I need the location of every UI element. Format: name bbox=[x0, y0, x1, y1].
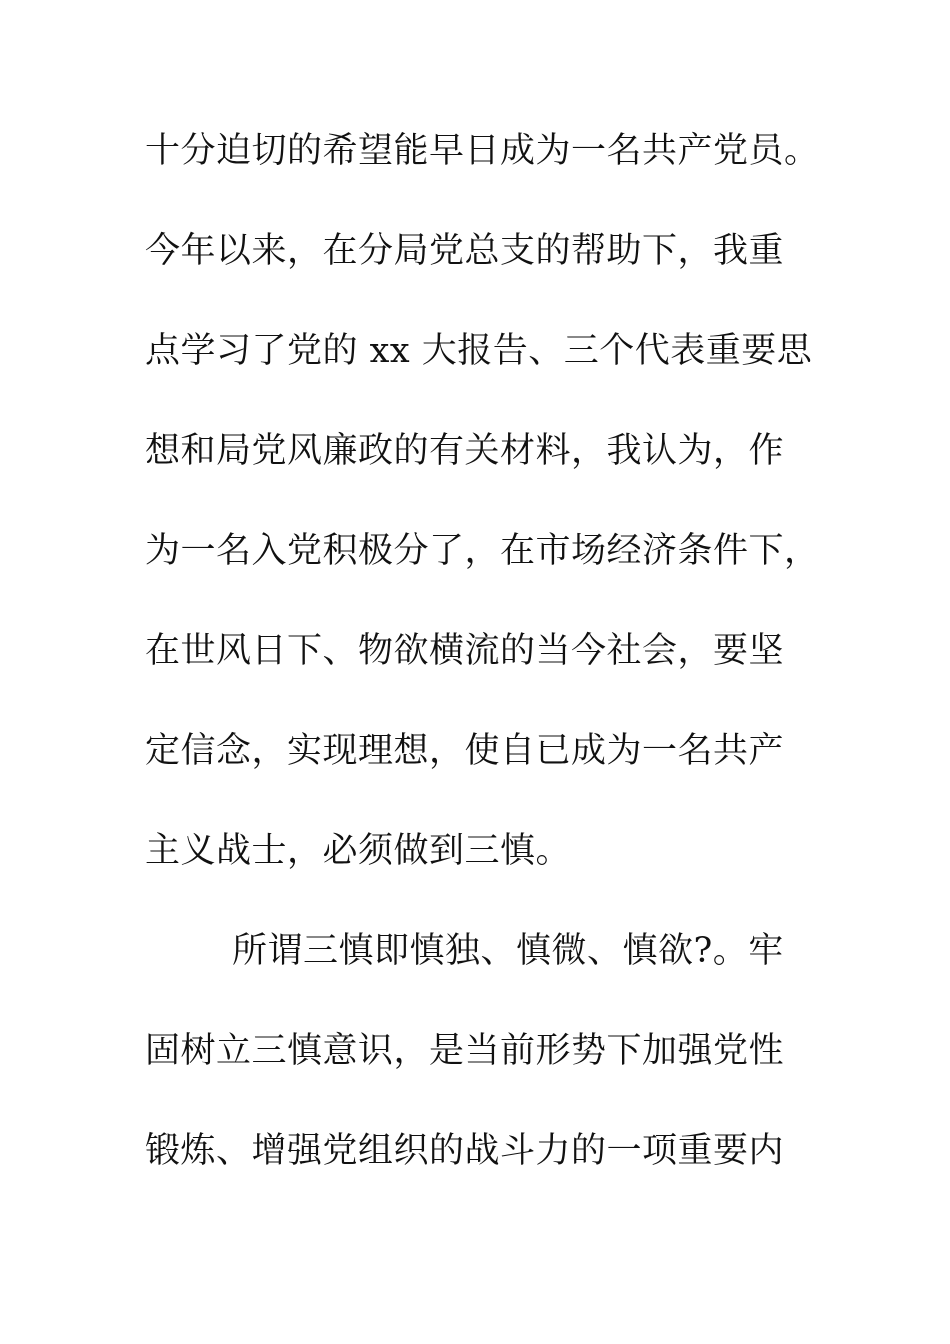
text-line: 在世风日下、物欲横流的当今社会，要坚 bbox=[145, 631, 785, 671]
text-line: 想和局党风廉政的有关材料，我认为，作 bbox=[145, 431, 785, 471]
text-line: 为一名入党积极分了，在市场经济条件下， bbox=[145, 531, 820, 571]
text-line: 定信念，实现理想，使自已成为一名共产 bbox=[145, 731, 785, 771]
text-line: 今年以来，在分局党总支的帮助下，我重 bbox=[145, 231, 785, 271]
text-line: 固树立三慎意识，是当前形势下加强党性 bbox=[145, 1031, 785, 1071]
text-line: 锻炼、增强党组织的战斗力的一项重要内 bbox=[145, 1131, 785, 1171]
paragraph-start-line: 所谓三慎即慎独、慎微、慎欲?。牢 bbox=[232, 931, 784, 971]
text-line: 点学习了党的 xx 大报告、三个代表重要思 bbox=[145, 331, 813, 371]
text-line: 主义战士，必须做到三慎。 bbox=[145, 831, 572, 871]
text-line: 十分迫切的希望能早日成为一名共产党员。 bbox=[145, 131, 820, 171]
